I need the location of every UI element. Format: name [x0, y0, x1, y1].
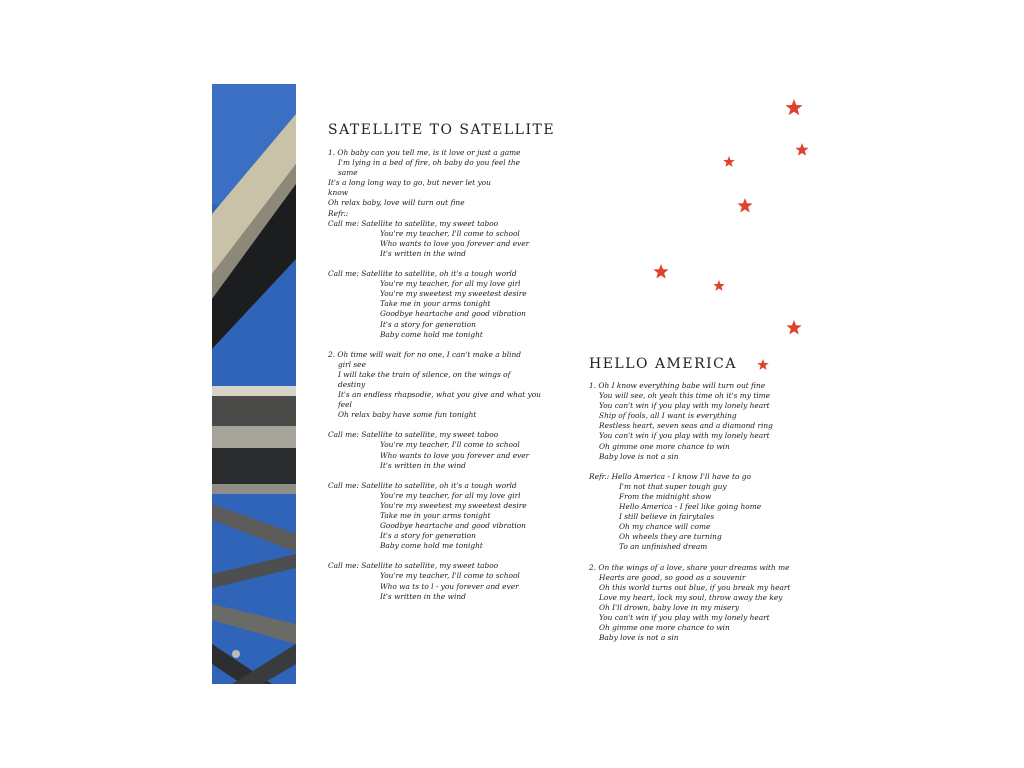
lyrics-hello-america — [589, 381, 809, 643]
lyric-line: Baby love is not a sin — [599, 633, 679, 643]
lyric-line: You will see, oh yeah this time oh it's my time — [599, 391, 771, 401]
lyric-line: Ship of fools, all I want is everything — [599, 411, 737, 421]
lyric-line: destiny — [338, 379, 366, 389]
lyric-line: Oh I'll drown, baby love in my misery — [599, 602, 740, 612]
lyric-line: It's written in the wind — [380, 591, 466, 601]
lyric-line: You're my teacher, I'll come to school — [380, 571, 520, 581]
lyric-line: You're my teacher, for all my love girl — [380, 490, 521, 500]
lyric-line: I will take the train of silence, on the wings of — [338, 369, 511, 379]
lyric-line: Oh gimme one more chance to win — [599, 441, 730, 451]
star-icon — [757, 359, 768, 370]
star-icon — [653, 264, 668, 278]
lyric-line: It's a long long way to go, but never let you — [328, 178, 491, 188]
lyric-line: feel — [338, 400, 352, 410]
lyric-line: Oh relax baby, love will turn out fine — [328, 198, 465, 208]
lyric-line: It's a story for generation — [380, 319, 476, 329]
booklet-page — [212, 84, 812, 684]
lyric-line: It's written in the wind — [380, 248, 466, 258]
lyric-line: Oh this world turns out blue, if you break my heart — [599, 582, 791, 592]
lyric-line: Oh gimme one more chance to win — [599, 623, 730, 633]
lyric-line: know — [328, 188, 349, 198]
lyric-line: You can't win if you play with my lonely heart — [599, 612, 770, 622]
song-title-satellite: SATELLITE TO SATELLITE — [328, 122, 556, 138]
lyric-line: Call me: Satellite to satellite, oh it's a tough world — [328, 480, 517, 490]
lyric-line: Take me in your arms tonight — [380, 299, 491, 309]
lyric-line: You're my teacher, I'll come to school — [380, 440, 520, 450]
lyric-line: I still believe in fairytales — [619, 512, 715, 522]
lyric-line: To an unfinished dream — [619, 542, 708, 552]
star-icon — [785, 99, 802, 115]
lyric-line: Take me in your arms tonight — [380, 511, 491, 520]
lyric-line: Oh my chance will come — [619, 522, 711, 532]
lyric-line: I'm lying in a bed of fire, oh baby do you feel the — [338, 158, 521, 168]
lyric-line: Hello America - I feel like going home — [619, 502, 762, 512]
lyric-line: 1. Oh baby can you tell me, is it love or just a game — [328, 148, 521, 157]
lyric-line: Love my heart, lock my soul, throw away the key — [599, 592, 783, 602]
lyric-line: Who wa ts to l - you forever and ever — [380, 581, 519, 591]
lyric-line: Restless heart, seven seas and a diamond ring — [599, 421, 773, 431]
lyric-line: Call me: Satellite to satellite, oh it's a tough world — [328, 269, 517, 279]
lyric-line: Call me: Satellite to satellite, my sweet taboo — [328, 561, 499, 571]
lyric-line: It's an endless rhapsodie, what you give and what you — [338, 390, 541, 400]
lyric-line: Goodbye heartache and good vibration — [380, 309, 526, 319]
lyric-line: 1. Oh I know everything babe will turn out fine — [589, 381, 766, 390]
star-icon — [723, 156, 734, 167]
lyric-line: You can't win if you play with my lonely heart — [599, 431, 770, 441]
lyric-line: Refr.: Hello America - I know I'll have to go — [589, 471, 751, 481]
lyric-line: Hearts are good, so good as a souvenir — [599, 572, 746, 582]
lyric-line: It's written in the wind — [380, 460, 466, 470]
star-icon — [737, 198, 752, 212]
star-icon — [795, 143, 808, 156]
lyric-line: It's a story for generation — [380, 531, 476, 541]
lyric-line: You're my teacher, for all my love girl — [380, 279, 521, 289]
lyric-line: 2. On the wings of a love, share your dreams with me — [589, 562, 790, 572]
lyric-line: Oh relax baby have some fun tonight — [338, 410, 477, 420]
lyric-line: same — [338, 168, 358, 178]
lyrics-satellite — [328, 148, 564, 602]
lyric-line: Call me: Satellite to satellite, my sweet taboo — [328, 218, 499, 228]
star-icon — [713, 280, 724, 291]
star-icon — [786, 320, 801, 334]
lyric-line: Baby come hold me tonight — [380, 329, 483, 339]
lyric-line: Baby come hold me tonight — [380, 541, 483, 551]
lyric-line: You're my teacher, I'll come to school — [380, 228, 520, 238]
lyric-line: From the midnight show — [619, 491, 712, 501]
lyric-line: Refr.: — [328, 208, 349, 218]
lyric-line: Oh wheels they are turning — [619, 532, 722, 542]
lyric-line: I'm not that super tough guy — [619, 481, 727, 491]
lyric-line: You can't win if you play with my lonely heart — [599, 401, 770, 411]
lyric-line: Who wants to love you forever and ever — [380, 238, 530, 248]
lyric-line: girl see — [338, 359, 366, 369]
lyric-line: Who wants to love you forever and ever — [380, 450, 530, 460]
song-title-hello-america: HELLO AMERICA — [589, 356, 738, 372]
lyric-line: You're my sweetest my sweetest desire — [380, 500, 527, 510]
lyric-line: Baby love is not a sin — [599, 451, 679, 461]
bridge-photo — [212, 84, 296, 684]
lyric-line: 2. Oh time will wait for no one, I can't make a blind — [328, 349, 521, 359]
lyric-line: Call me: Satellite to satellite, my sweet taboo — [328, 430, 499, 440]
lyric-line: Goodbye heartache and good vibration — [380, 521, 526, 531]
lyric-line: You're my sweetest my sweetest desire — [380, 289, 527, 299]
